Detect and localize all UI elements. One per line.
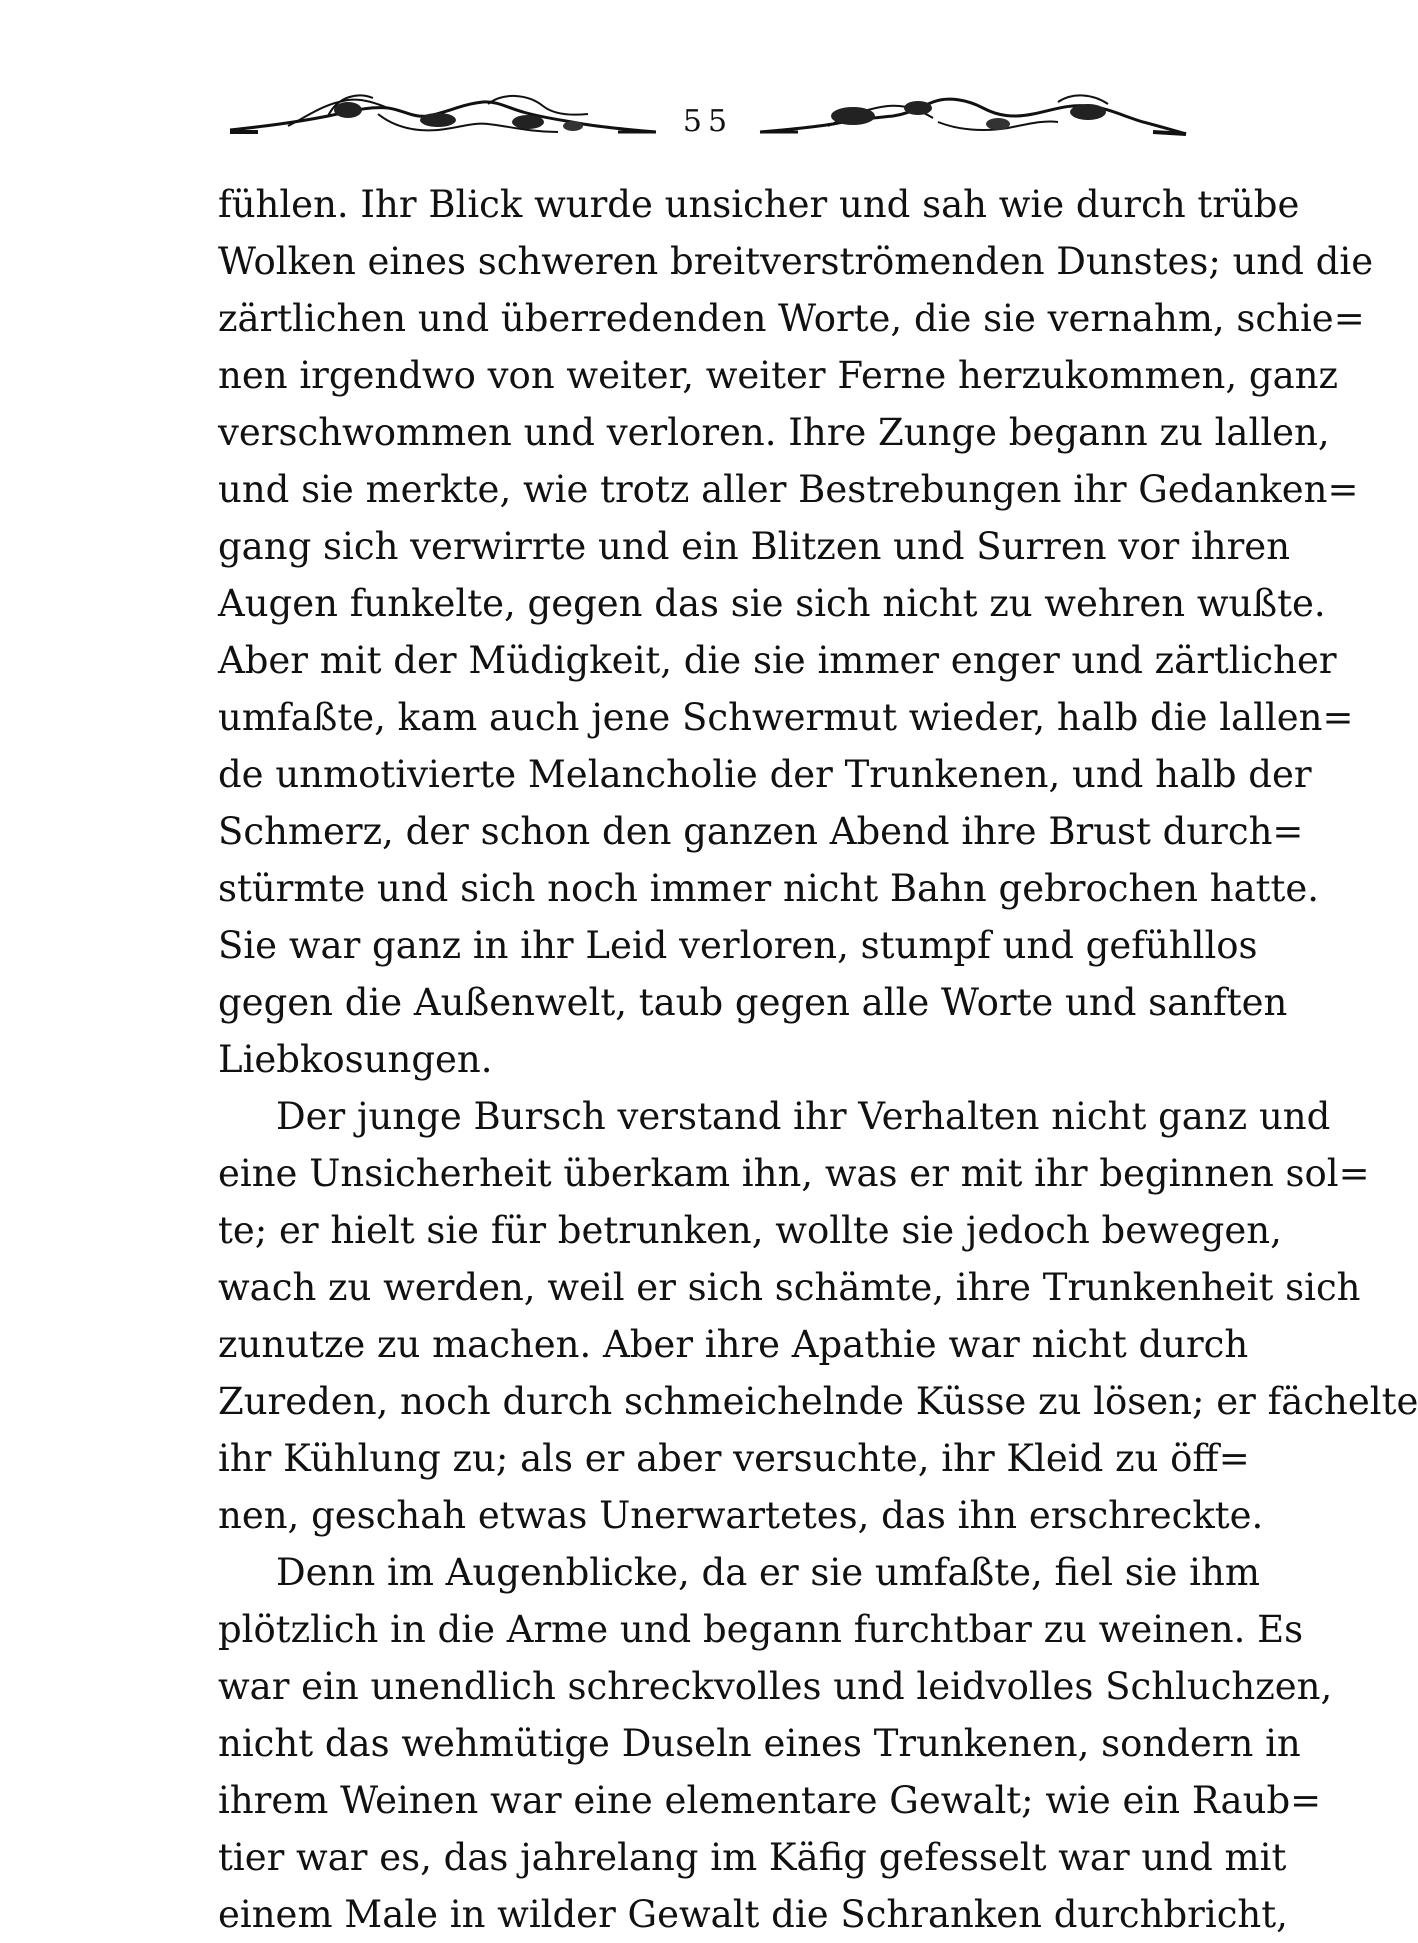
text-line: gegen die Außenwelt, taub gegen alle Worte und sanften (218, 981, 1288, 1024)
text-line: Sie war ganz in ihr Leid verloren, stumpf und gefühllos (218, 924, 1258, 967)
text-line: umfaßte, kam auch jene Schwermut wieder, halb die lallen= (218, 696, 1354, 739)
page-header (228, 86, 1188, 146)
text-line: Liebkosungen. (218, 1038, 493, 1081)
text-line: fühlen. Ihr Blick wurde unsicher und sah wie durch trübe (218, 183, 1300, 226)
text-line: nen irgendwo von weiter, weiter Ferne herzukommen, ganz (218, 354, 1338, 397)
text-line: zunutze zu machen. Aber ihre Apathie war nicht durch (218, 1323, 1249, 1366)
left-vine-ornament-icon (228, 86, 658, 146)
text-line: nicht das wehmütige Duseln eines Trunkenen, sondern in (218, 1722, 1301, 1765)
paragraph (218, 1544, 1333, 1943)
text-line: wach zu werden, weil er sich schämte, ihre Trunkenheit sich (218, 1266, 1361, 1309)
text-line: Augen funkelte, gegen das sie sich nicht zu wehren wußte. (218, 582, 1326, 625)
text-line: Denn im Augenblicke, da er sie umfaßte, fiel sie ihm (276, 1551, 1260, 1594)
right-vine-ornament-icon (758, 86, 1188, 146)
text-line: stürmte und sich noch immer nicht Bahn gebrochen hatte. (218, 867, 1320, 910)
text-line: Wolken eines schweren breitverströmenden Dunstes; und die (218, 240, 1374, 283)
text-line: nen, geschah etwas Unerwartetes, das ihn erschreckte. (218, 1494, 1264, 1537)
body-text (218, 176, 1418, 1943)
page-number: 55 (682, 104, 734, 139)
text-line: ihrem Weinen war eine elementare Gewalt; wie ein Raub= (218, 1779, 1322, 1822)
text-line: war ein unendlich schreckvolles und leidvolles Schluchzen, (218, 1665, 1333, 1708)
text-line: einem Male in wilder Gewalt die Schranken durchbricht, (218, 1893, 1288, 1936)
text-line: Aber mit der Müdigkeit, die sie immer enger und zärtlicher (218, 639, 1337, 682)
text-line: tier war es, das jahrelang im Käfig gefesselt war und mit (218, 1836, 1287, 1879)
text-line: Schmerz, der schon den ganzen Abend ihre Brust durch= (218, 810, 1304, 853)
text-line: plötzlich in die Arme und begann furchtbar zu weinen. Es (218, 1608, 1304, 1651)
text-line: Der junge Bursch verstand ihr Verhalten nicht ganz und (276, 1095, 1331, 1138)
paragraph (218, 1088, 1418, 1544)
paragraph (218, 176, 1374, 1088)
text-line: te; er hielt sie für betrunken, wollte sie jedoch bewegen, (218, 1209, 1282, 1252)
text-line: de unmotivierte Melancholie der Trunkenen, und halb der (218, 753, 1312, 796)
text-line: Zureden, noch durch schmeichelnde Küsse zu lösen; er fächelte (218, 1380, 1418, 1423)
text-line: und sie merkte, wie trotz aller Bestrebungen ihr Gedanken= (218, 468, 1359, 511)
text-line: eine Unsicherheit überkam ihn, was er mit ihr beginnen sol= (218, 1152, 1370, 1195)
text-line: verschwommen und verloren. Ihre Zunge begann zu lallen, (218, 411, 1330, 454)
text-line: gang sich verwirrte und ein Blitzen und Surren vor ihren (218, 525, 1291, 568)
text-line: zärtlichen und überredenden Worte, die sie vernahm, schie= (218, 297, 1365, 340)
text-line: ihr Kühlung zu; als er aber versuchte, ihr Kleid zu öff= (218, 1437, 1250, 1480)
